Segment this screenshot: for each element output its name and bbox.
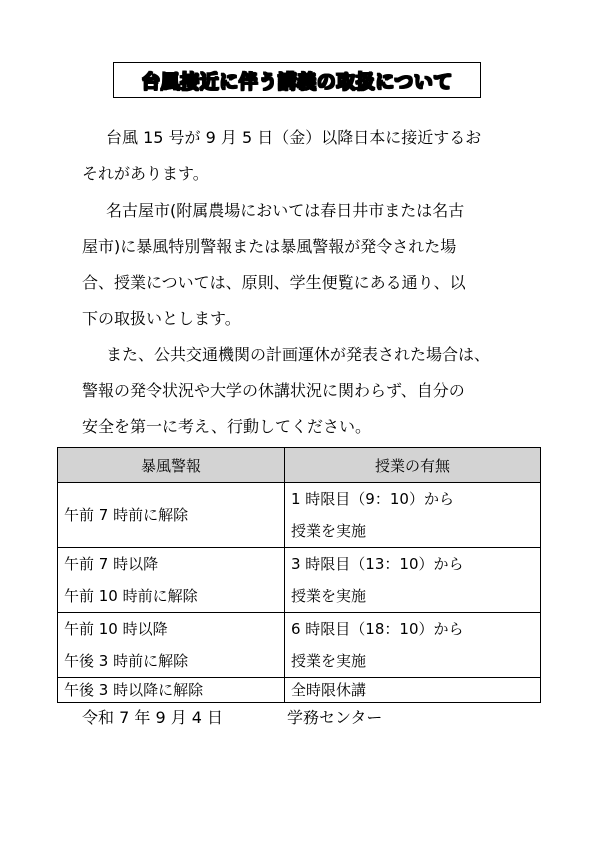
classes-cell — [285, 678, 541, 703]
header-class-status: 授業の有無 — [285, 448, 541, 483]
header-storm-warning: 暴風警報 — [58, 448, 285, 483]
warning-cell — [58, 613, 285, 678]
classes-cell — [285, 548, 541, 613]
table-header-row — [58, 448, 541, 483]
paragraph-1-line-2: それがあります。 — [82, 164, 209, 183]
table-row — [58, 678, 541, 703]
paragraph-2-line-4: 下の取扱いとします。 — [82, 309, 241, 328]
table-row — [58, 548, 541, 613]
classes-text: 授業を実施 — [291, 522, 367, 540]
notice-title: 台風接近に伴う講義の取扱について — [141, 70, 453, 93]
warning-cell — [58, 678, 285, 703]
warning-text: 午前 10 時以降 — [64, 620, 168, 638]
classes-cell — [285, 483, 541, 548]
paragraph-2-line-2: 屋市)に暴風特別警報または暴風警報が発令された場 — [82, 237, 457, 256]
table-row — [58, 483, 541, 548]
warning-cell — [58, 548, 285, 613]
classes-text: 6 時限目（18：10）から — [291, 620, 464, 638]
issuing-office: 学務センター — [287, 708, 383, 727]
paragraph-2-line-3: 合、授業については、原則、学生便覧にある通り、以 — [82, 273, 466, 292]
warning-schedule-table — [57, 447, 541, 703]
paragraph-3-line-2: 警報の発令状況や大学の休講状況に関わらず、自分の — [82, 381, 465, 400]
classes-text: 1 時限目（9：10）から — [291, 490, 454, 508]
warning-text: 午前 7 時以降 — [64, 555, 159, 573]
warning-text: 午後 3 時前に解除 — [64, 652, 189, 670]
paragraph-3-line-1: また、公共交通機関の計画運休が発表された場合は、 — [106, 345, 491, 364]
issue-date: 令和 7 年 9 月 4 日 — [82, 708, 224, 727]
paragraph-3-line-3: 安全を第一に考え、行動してください。 — [82, 417, 371, 436]
classes-text: 授業を実施 — [291, 652, 367, 670]
warning-text: 午後 3 時以降に解除 — [64, 681, 204, 699]
warning-text: 午前 10 時前に解除 — [64, 587, 198, 605]
classes-text: 全時限休講 — [291, 681, 367, 699]
paragraph-2-line-1: 名古屋市(附属農場においては春日井市または名古 — [106, 201, 465, 220]
classes-text: 3 時限目（13：10）から — [291, 555, 464, 573]
paragraph-1-line-1: 台風 15 号が 9 月 5 日（金）以降日本に接近するお — [106, 128, 482, 147]
warning-text: 午前 7 時前に解除 — [64, 506, 189, 524]
warning-cell — [58, 483, 285, 548]
table-row — [58, 613, 541, 678]
title-box — [113, 62, 481, 98]
classes-text: 授業を実施 — [291, 587, 367, 605]
classes-cell — [285, 613, 541, 678]
